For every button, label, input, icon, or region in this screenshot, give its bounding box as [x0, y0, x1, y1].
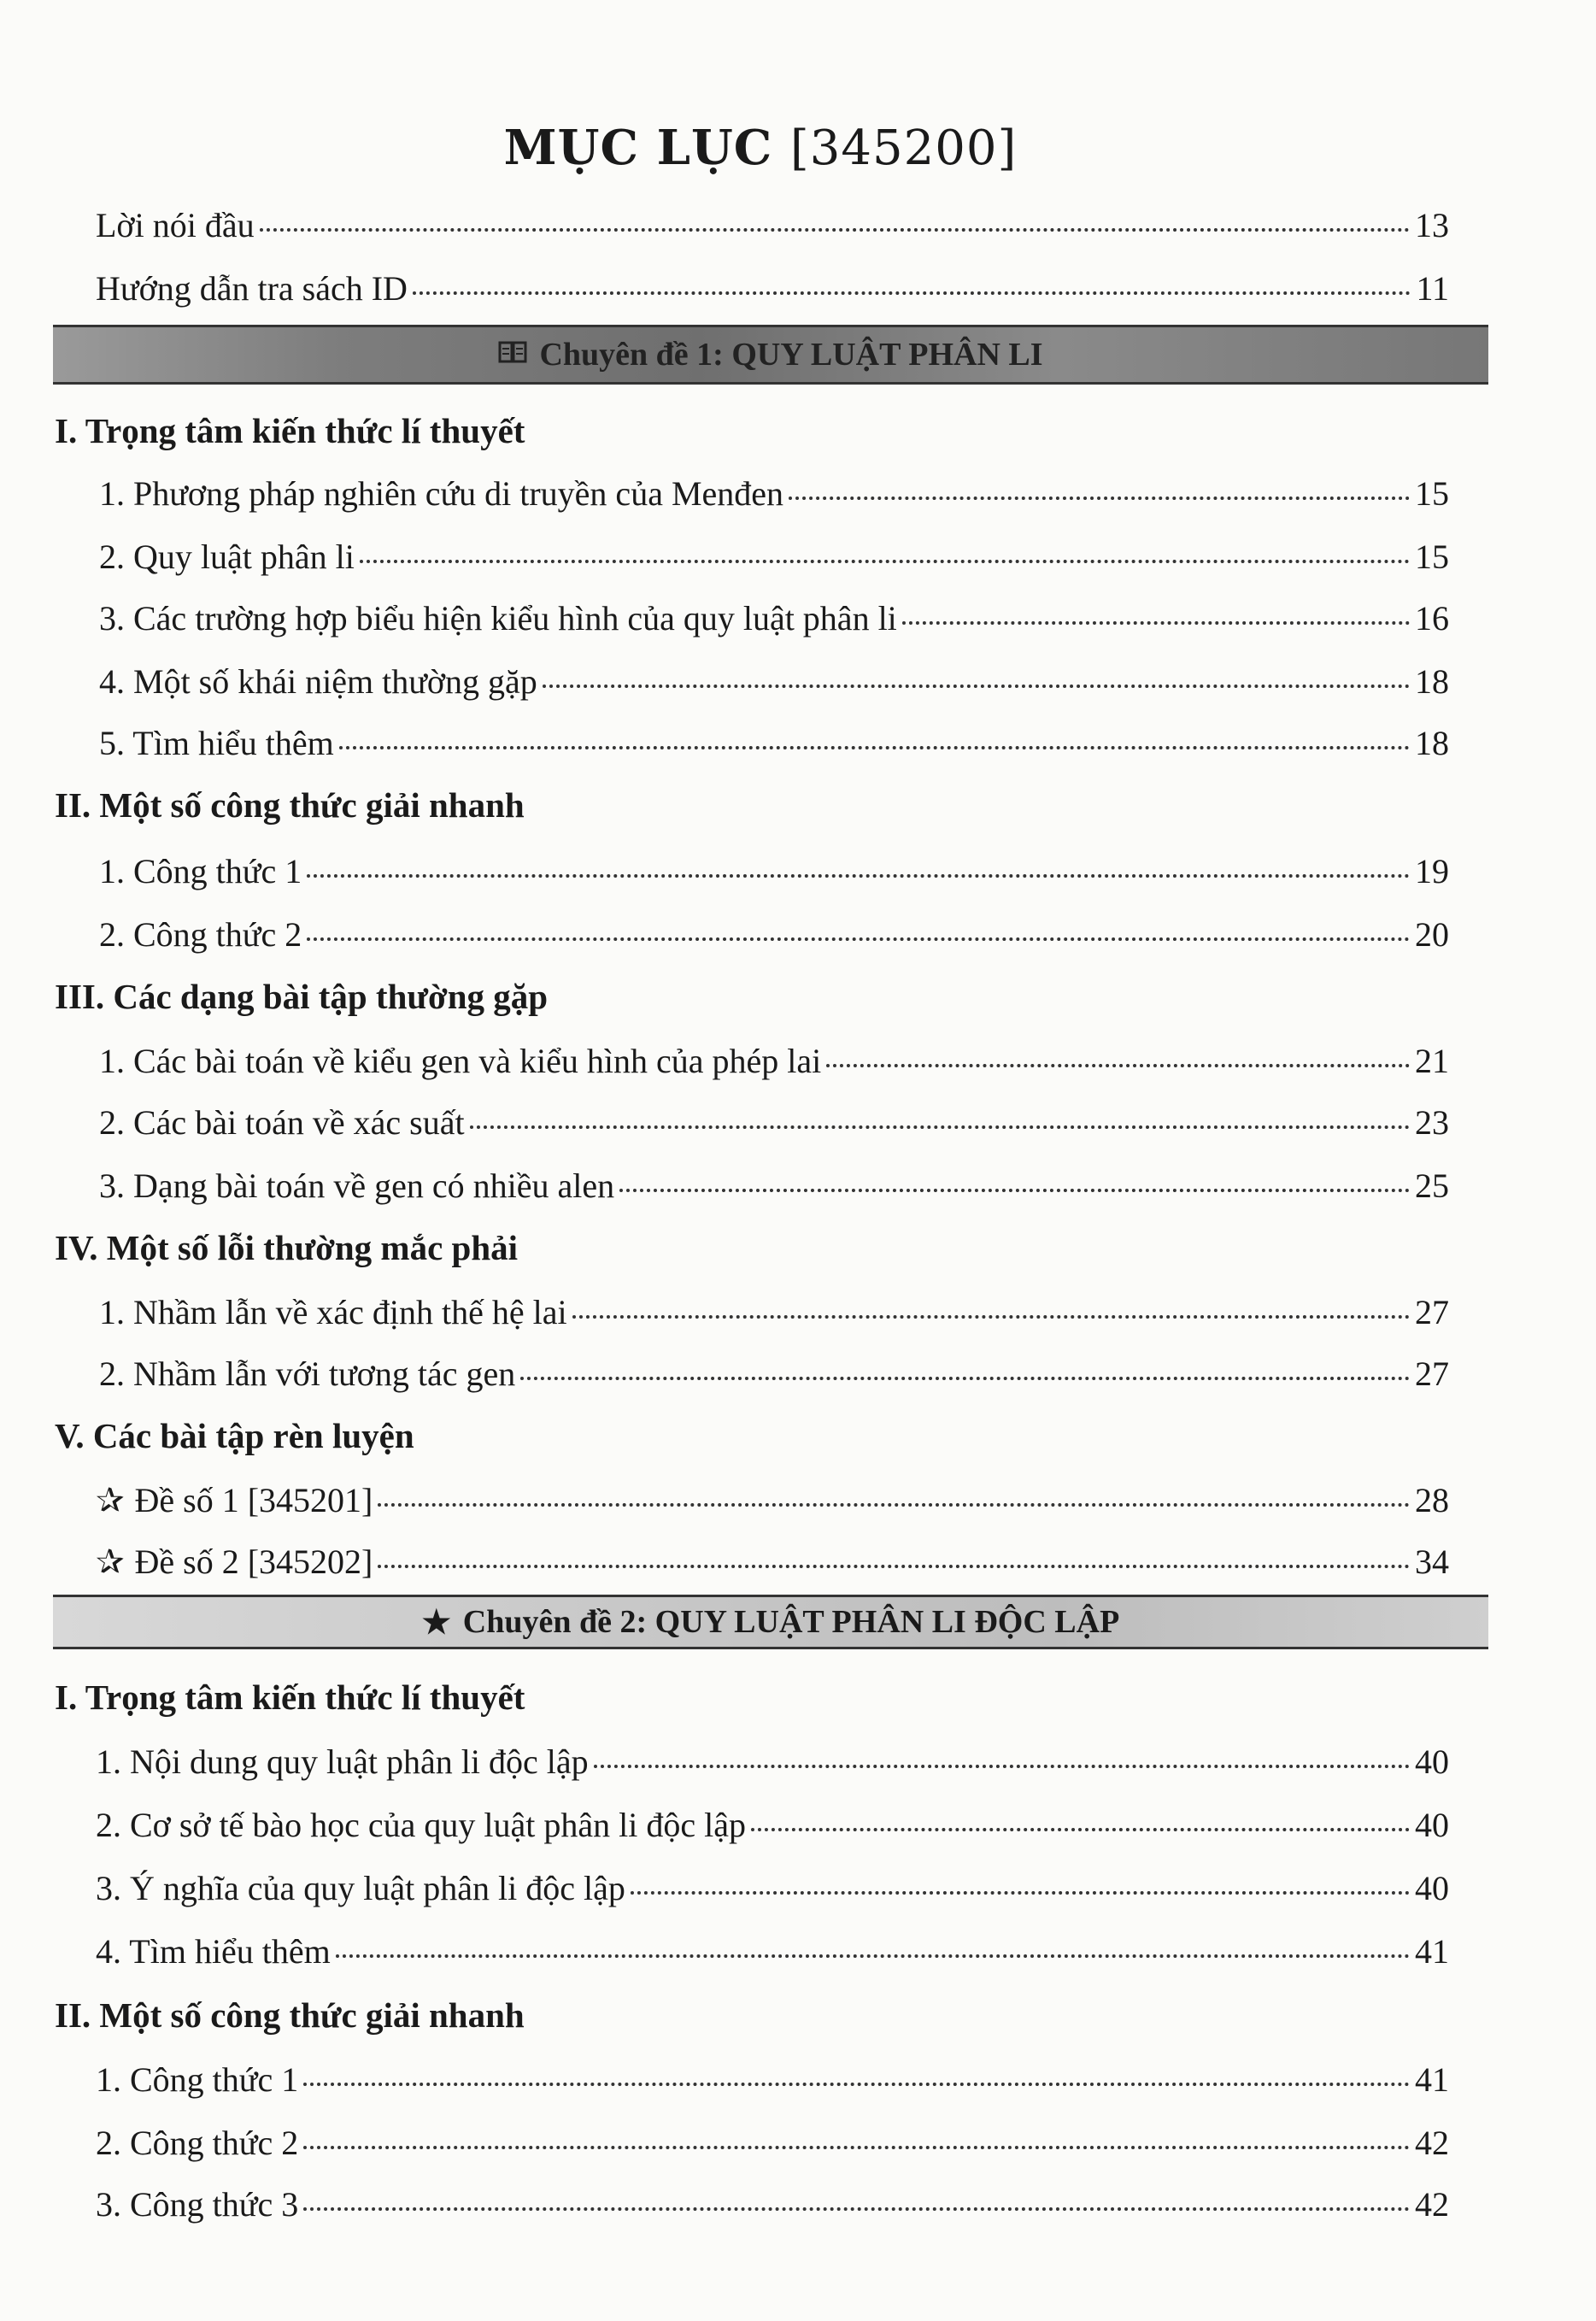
- entry-page: 40: [1415, 1806, 1449, 1844]
- dot-leader: [594, 1765, 1410, 1768]
- entry-page: 15: [1415, 474, 1449, 513]
- entry-label: 2. Quy luật phân li: [99, 538, 355, 576]
- entry-label: 2. Công thức 2: [96, 2124, 299, 2162]
- entry-page: 23: [1415, 1103, 1449, 1142]
- dot-leader: [631, 1891, 1410, 1895]
- toc-entry[interactable]: [96, 2060, 1449, 2100]
- toc-entry[interactable]: [99, 598, 1449, 638]
- entry-page: 18: [1415, 662, 1449, 701]
- entry-page: 18: [1415, 724, 1449, 762]
- title-main: MỤC LỤC: [503, 120, 773, 176]
- dot-leader: [336, 1954, 1410, 1958]
- dot-leader: [339, 746, 1410, 749]
- entry-page: 13: [1415, 206, 1449, 244]
- toc-entry[interactable]: [99, 1041, 1449, 1081]
- entry-label: 1. Các bài toán về kiểu gen và kiểu hình của phép lai: [99, 1042, 822, 1080]
- dot-leader: [260, 228, 1410, 232]
- entry-label: [96, 1480, 373, 1520]
- entry-page: 40: [1415, 1742, 1449, 1781]
- star-icon: ✰: [96, 1542, 125, 1581]
- entry-label: 2. Công thức 2: [99, 915, 302, 954]
- entry-label-text: Đề số 2 [345202]: [134, 1542, 373, 1581]
- section-heading: II. Một số công thức giải nhanh: [55, 1995, 525, 2035]
- chapter-2-title: Chuyên đề 2: QUY LUẬT PHÂN LI ĐỘC LẬP: [462, 1604, 1120, 1640]
- entry-page: 19: [1415, 852, 1449, 890]
- dot-leader: [413, 291, 1411, 295]
- dot-leader: [902, 621, 1410, 625]
- dot-leader: [307, 874, 1410, 878]
- toc-entry[interactable]: [96, 2184, 1449, 2224]
- page-title: [0, 120, 1521, 176]
- dot-leader: [619, 1189, 1410, 1192]
- section-heading: III. Các dạng bài tập thường gặp: [55, 977, 549, 1016]
- toc-entry[interactable]: [99, 1166, 1449, 1206]
- section-heading: I. Trọng tâm kiến thức lí thuyết: [55, 1678, 525, 1717]
- toc-entry[interactable]: [96, 1542, 1449, 1582]
- section-heading: IV. Một số lỗi thường mắc phải: [55, 1228, 519, 1267]
- toc-entry[interactable]: [96, 205, 1449, 245]
- entry-label: Hướng dẫn tra sách ID: [96, 269, 408, 308]
- toc-entry[interactable]: [96, 2123, 1449, 2163]
- star-icon: ★: [421, 1604, 451, 1641]
- entry-page: 15: [1415, 538, 1449, 576]
- chapter-2-banner: [53, 1595, 1488, 1649]
- entry-label: 3. Công thức 3: [96, 2185, 299, 2224]
- toc-entry[interactable]: [99, 1354, 1449, 1394]
- dot-leader: [378, 1503, 1410, 1507]
- book-icon: [498, 336, 527, 373]
- dot-leader: [360, 560, 1410, 563]
- toc-entry[interactable]: [99, 1292, 1449, 1332]
- toc-entry[interactable]: [96, 1805, 1449, 1845]
- toc-entry[interactable]: [96, 1480, 1449, 1520]
- dot-leader: [303, 2083, 1410, 2086]
- entry-page: 25: [1415, 1166, 1449, 1205]
- section-heading: II. Một số công thức giải nhanh: [55, 785, 525, 825]
- toc-entry[interactable]: [99, 1102, 1449, 1143]
- toc-entry[interactable]: [99, 723, 1449, 763]
- toc-entry[interactable]: [96, 1742, 1449, 1782]
- entry-label: [96, 1542, 373, 1582]
- entry-page: 34: [1415, 1542, 1449, 1581]
- entry-label: 4. Tìm hiểu thêm: [96, 1932, 331, 1971]
- dot-leader: [789, 497, 1410, 500]
- entry-page: 16: [1415, 599, 1449, 638]
- dot-leader: [572, 1315, 1410, 1319]
- dot-leader: [520, 1377, 1410, 1380]
- entry-page: 41: [1415, 2060, 1449, 2099]
- dot-leader: [378, 1565, 1410, 1568]
- toc-entry[interactable]: [99, 914, 1449, 955]
- chapter-1-title: Chuyên đề 1: QUY LUẬT PHÂN LI: [539, 337, 1043, 373]
- star-icon: ✰: [96, 1481, 125, 1519]
- dot-leader: [751, 1828, 1410, 1831]
- section-heading: V. Các bài tập rèn luyện: [55, 1416, 414, 1455]
- entry-label: 1. Phương pháp nghiên cứu di truyền của Menđen: [99, 474, 784, 513]
- entry-label: 1. Công thức 1: [99, 852, 302, 890]
- dot-leader: [470, 1125, 1410, 1129]
- entry-page: 27: [1415, 1293, 1449, 1331]
- title-code: [345200]: [789, 120, 1018, 176]
- section-heading: I. Trọng tâm kiến thức lí thuyết: [55, 411, 525, 450]
- entry-page: 20: [1415, 915, 1449, 954]
- entry-label: 1. Công thức 1: [96, 2060, 299, 2099]
- entry-label: 2. Cơ sở tế bào học của quy luật phân li độc lập: [96, 1806, 747, 1844]
- entry-page: 40: [1415, 1869, 1449, 1907]
- entry-page: 27: [1415, 1354, 1449, 1393]
- entry-page: 41: [1415, 1932, 1449, 1971]
- dot-leader: [543, 685, 1410, 688]
- toc-entry[interactable]: [96, 268, 1449, 308]
- dot-leader: [307, 937, 1410, 941]
- entry-page: 42: [1415, 2124, 1449, 2162]
- entry-label: 1. Nhầm lẫn về xác định thế hệ lai: [99, 1293, 567, 1331]
- entry-page: 21: [1415, 1042, 1449, 1080]
- dot-leader: [303, 2146, 1410, 2149]
- entry-label: 3. Dạng bài toán về gen có nhiều alen: [99, 1166, 615, 1205]
- toc-entry[interactable]: [96, 1931, 1449, 1971]
- dot-leader: [826, 1064, 1410, 1067]
- toc-entry[interactable]: [96, 1868, 1449, 1908]
- entry-label: 1. Nội dung quy luật phân li độc lập: [96, 1742, 589, 1781]
- toc-entry[interactable]: [99, 537, 1449, 577]
- toc-entry[interactable]: [99, 473, 1449, 514]
- entry-label: 5. Tìm hiểu thêm: [99, 724, 334, 762]
- toc-entry[interactable]: [99, 851, 1449, 891]
- entry-label: 3. Ý nghĩa của quy luật phân li độc lập: [96, 1869, 625, 1907]
- entry-page: 11: [1416, 269, 1449, 308]
- toc-entry[interactable]: [99, 661, 1449, 702]
- entry-label: 2. Nhầm lẫn với tương tác gen: [99, 1354, 516, 1393]
- entry-label: Lời nói đầu: [96, 206, 255, 244]
- entry-label: 2. Các bài toán về xác suất: [99, 1103, 465, 1142]
- dot-leader: [303, 2207, 1410, 2211]
- entry-label: 3. Các trường hợp biểu hiện kiểu hình của quy luật phân li: [99, 599, 897, 638]
- entry-page: 28: [1415, 1481, 1449, 1519]
- entry-label-text: Đề số 1 [345201]: [134, 1481, 373, 1519]
- entry-page: 42: [1415, 2185, 1449, 2224]
- chapter-1-banner: [53, 325, 1488, 385]
- entry-label: 4. Một số khái niệm thường gặp: [99, 662, 537, 701]
